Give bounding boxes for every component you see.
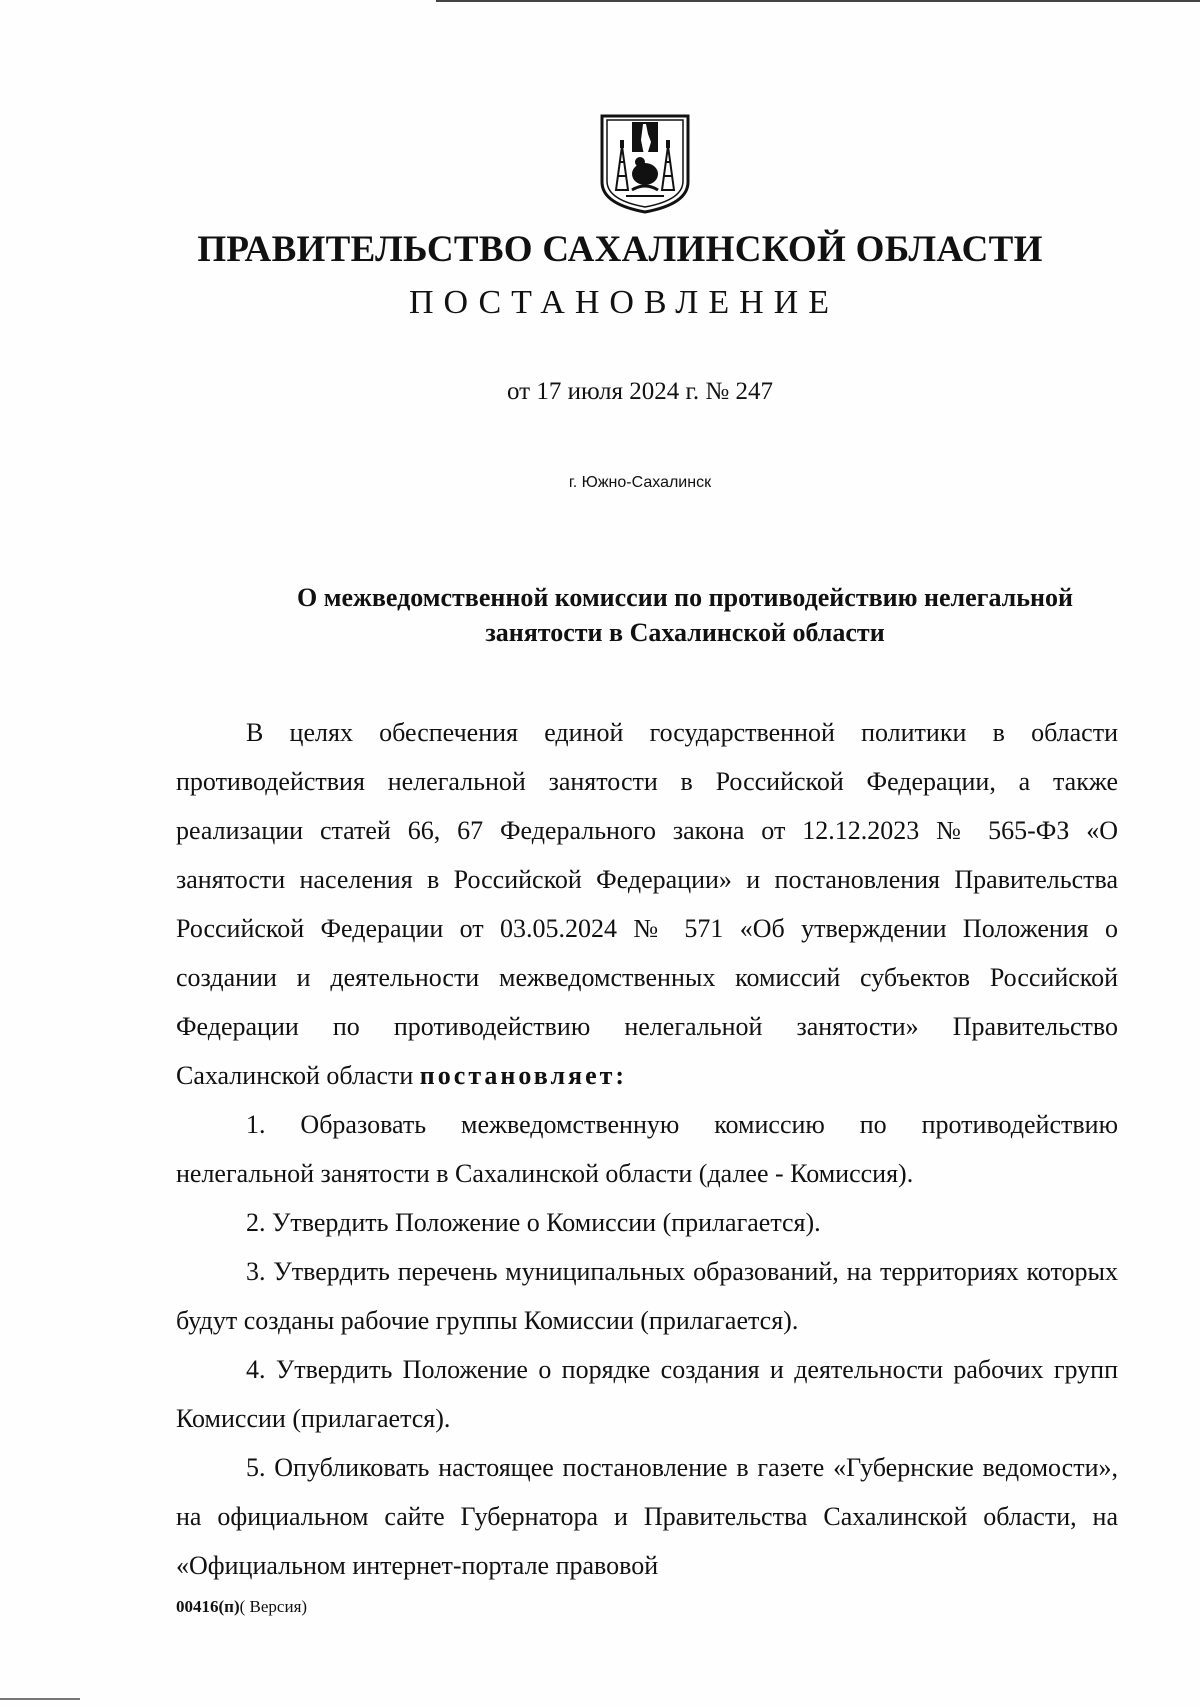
resolution-item: 1. Образовать межведомственную комиссию по противодействию нелегальной занятости в Сахалинской области (далее - Комиссия). (176, 1110, 1118, 1188)
document-subject (240, 580, 1130, 650)
resolution-item: 2. Утвердить Положение о Комиссии (прилагается). (246, 1208, 821, 1237)
preamble-text: В целях обеспечения единой государственной политики в области противодействия нелегальной занятости в Российской Федерации, а также реализации статей 66, 67 Федерального закона от 12.12.2023 № 565-ФЗ «О занятости населения в Российской Федерации» и постановления Правительства Российской Федерации от 03.05.2024 № 571 «Об утверждении Положения о создании и деятельности межведомственных комиссий субъектов Российской Федерации по противодействию нелегальной занятости» Правительство Сахалинской области (176, 718, 1118, 1090)
resolution-item: 3. Утвердить перечень муниципальных образований, на территориях которых будут созданы рабочие группы Комиссии (прилагается). (176, 1257, 1118, 1335)
organization-title: ПРАВИТЕЛЬСТВО САХАЛИНСКОЙ ОБЛАСТИ (197, 229, 1043, 270)
footer-code-number: 00416(п) (176, 1597, 240, 1616)
document-body (176, 708, 1118, 1590)
resolves-colon: : (615, 1061, 628, 1090)
resolution-item: 4. Утвердить Положение о порядке создания и деятельности рабочих групп Комиссии (прилагается). (176, 1355, 1118, 1433)
resolves-word: постановляет (419, 1061, 616, 1090)
document-type: ПОСТАНОВЛЕНИЕ (408, 284, 840, 321)
document-date-number: от 17 июля 2024 г. № 247 (506, 378, 774, 405)
document-footer-code (176, 1597, 307, 1617)
footer-version: ( Версия) (239, 1597, 308, 1616)
subject-line: О межведомственной комиссии по противодействию нелегальной (297, 583, 1073, 612)
issue-city: г. Южно-Сахалинск (568, 474, 712, 491)
sakhalin-coat-of-arms-icon (596, 112, 694, 216)
top-edge-rule (436, 0, 1200, 2)
subject-line: занятости в Сахалинской области (485, 618, 885, 647)
preamble-paragraph (176, 708, 1118, 1100)
bottom-edge-rule (0, 1698, 80, 1700)
resolution-item: 5. Опубликовать настоящее постановление в газете «Губернские ведомости», на официальном сайте Губернатора и Правительства Сахалинской области, на «Официальном интернет-портале правовой (176, 1453, 1118, 1580)
